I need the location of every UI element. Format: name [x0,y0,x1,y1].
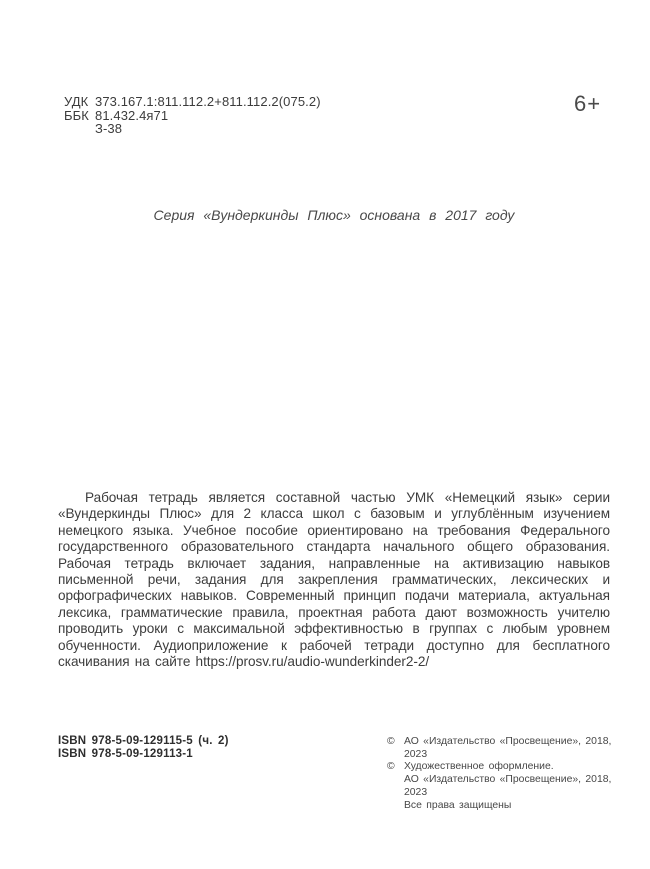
author-sign-spacer [64,122,95,136]
author-sign-row [64,122,321,136]
udk-value: 373.167.1:811.112.2+811.112.2(075.2) [95,94,321,109]
isbn-line-part2: ISBN 978-5-09-129115-5 (ч. 2) [58,735,229,747]
copyright-symbol [387,800,404,813]
copyright-symbol [387,774,404,799]
series-note: Серия «Вундеркинды Плюс» основана в 2017 году [153,207,515,223]
udk-label: УДК [64,94,89,109]
author-sign: З-38 [95,121,123,137]
copyright-block [387,736,619,812]
copyright-row-rights-reserved [387,800,619,813]
copyright-text: Художественное оформление. [404,761,554,773]
copyright-row-artwork-publisher [387,774,619,799]
bbk-row [64,109,321,123]
age-rating-badge: 6+ [574,91,602,116]
copyright-row-artwork [387,761,619,774]
classification-block [64,95,321,136]
copyright-text: Все права защищены [404,799,512,811]
copyright-text: АО «Издательство «Просвещение», 2018, 2023 [404,736,612,760]
isbn-block [58,735,229,761]
copyright-symbol: © [387,761,395,773]
isbn-line-set: ISBN 978-5-09-129113-1 [58,747,193,760]
copyright-symbol: © [387,736,395,747]
bbk-label: ББК [64,107,89,123]
copyright-row-publisher [387,736,619,761]
udk-row [64,95,321,109]
copyright-text: АО «Издательство «Просвещение», 2018, 2023 [404,774,612,798]
bbk-value: 81.432.4я71 [95,107,169,123]
annotation-paragraph: Рабочая тетрадь является составной частью УМК «Немецкий язык» серии «Вундеркинды Плюс» для 2 класса школ с базовым и углублённым изучением немецкого языка. Учебное пособие ориентировано на требования Федерального государственного образовательного стандарта начального общего образования. Рабочая тетрадь включает задания, направленные на активизацию навыков письменной речи, задания для закрепления грамматических, лексических и орфографических навыков. Современный принцип подачи материала, актуальная лексика, грамматические правила, проектная работа дают возможность учителю проводить уроки с максимальной эффективностью в группах с любым уровнем обученности. Аудиоприложение к рабочей тетради доступно для бесплатного скачивания на сайте https://prosv.ru/audio-wunderkinder2-2/ [58,490,610,670]
